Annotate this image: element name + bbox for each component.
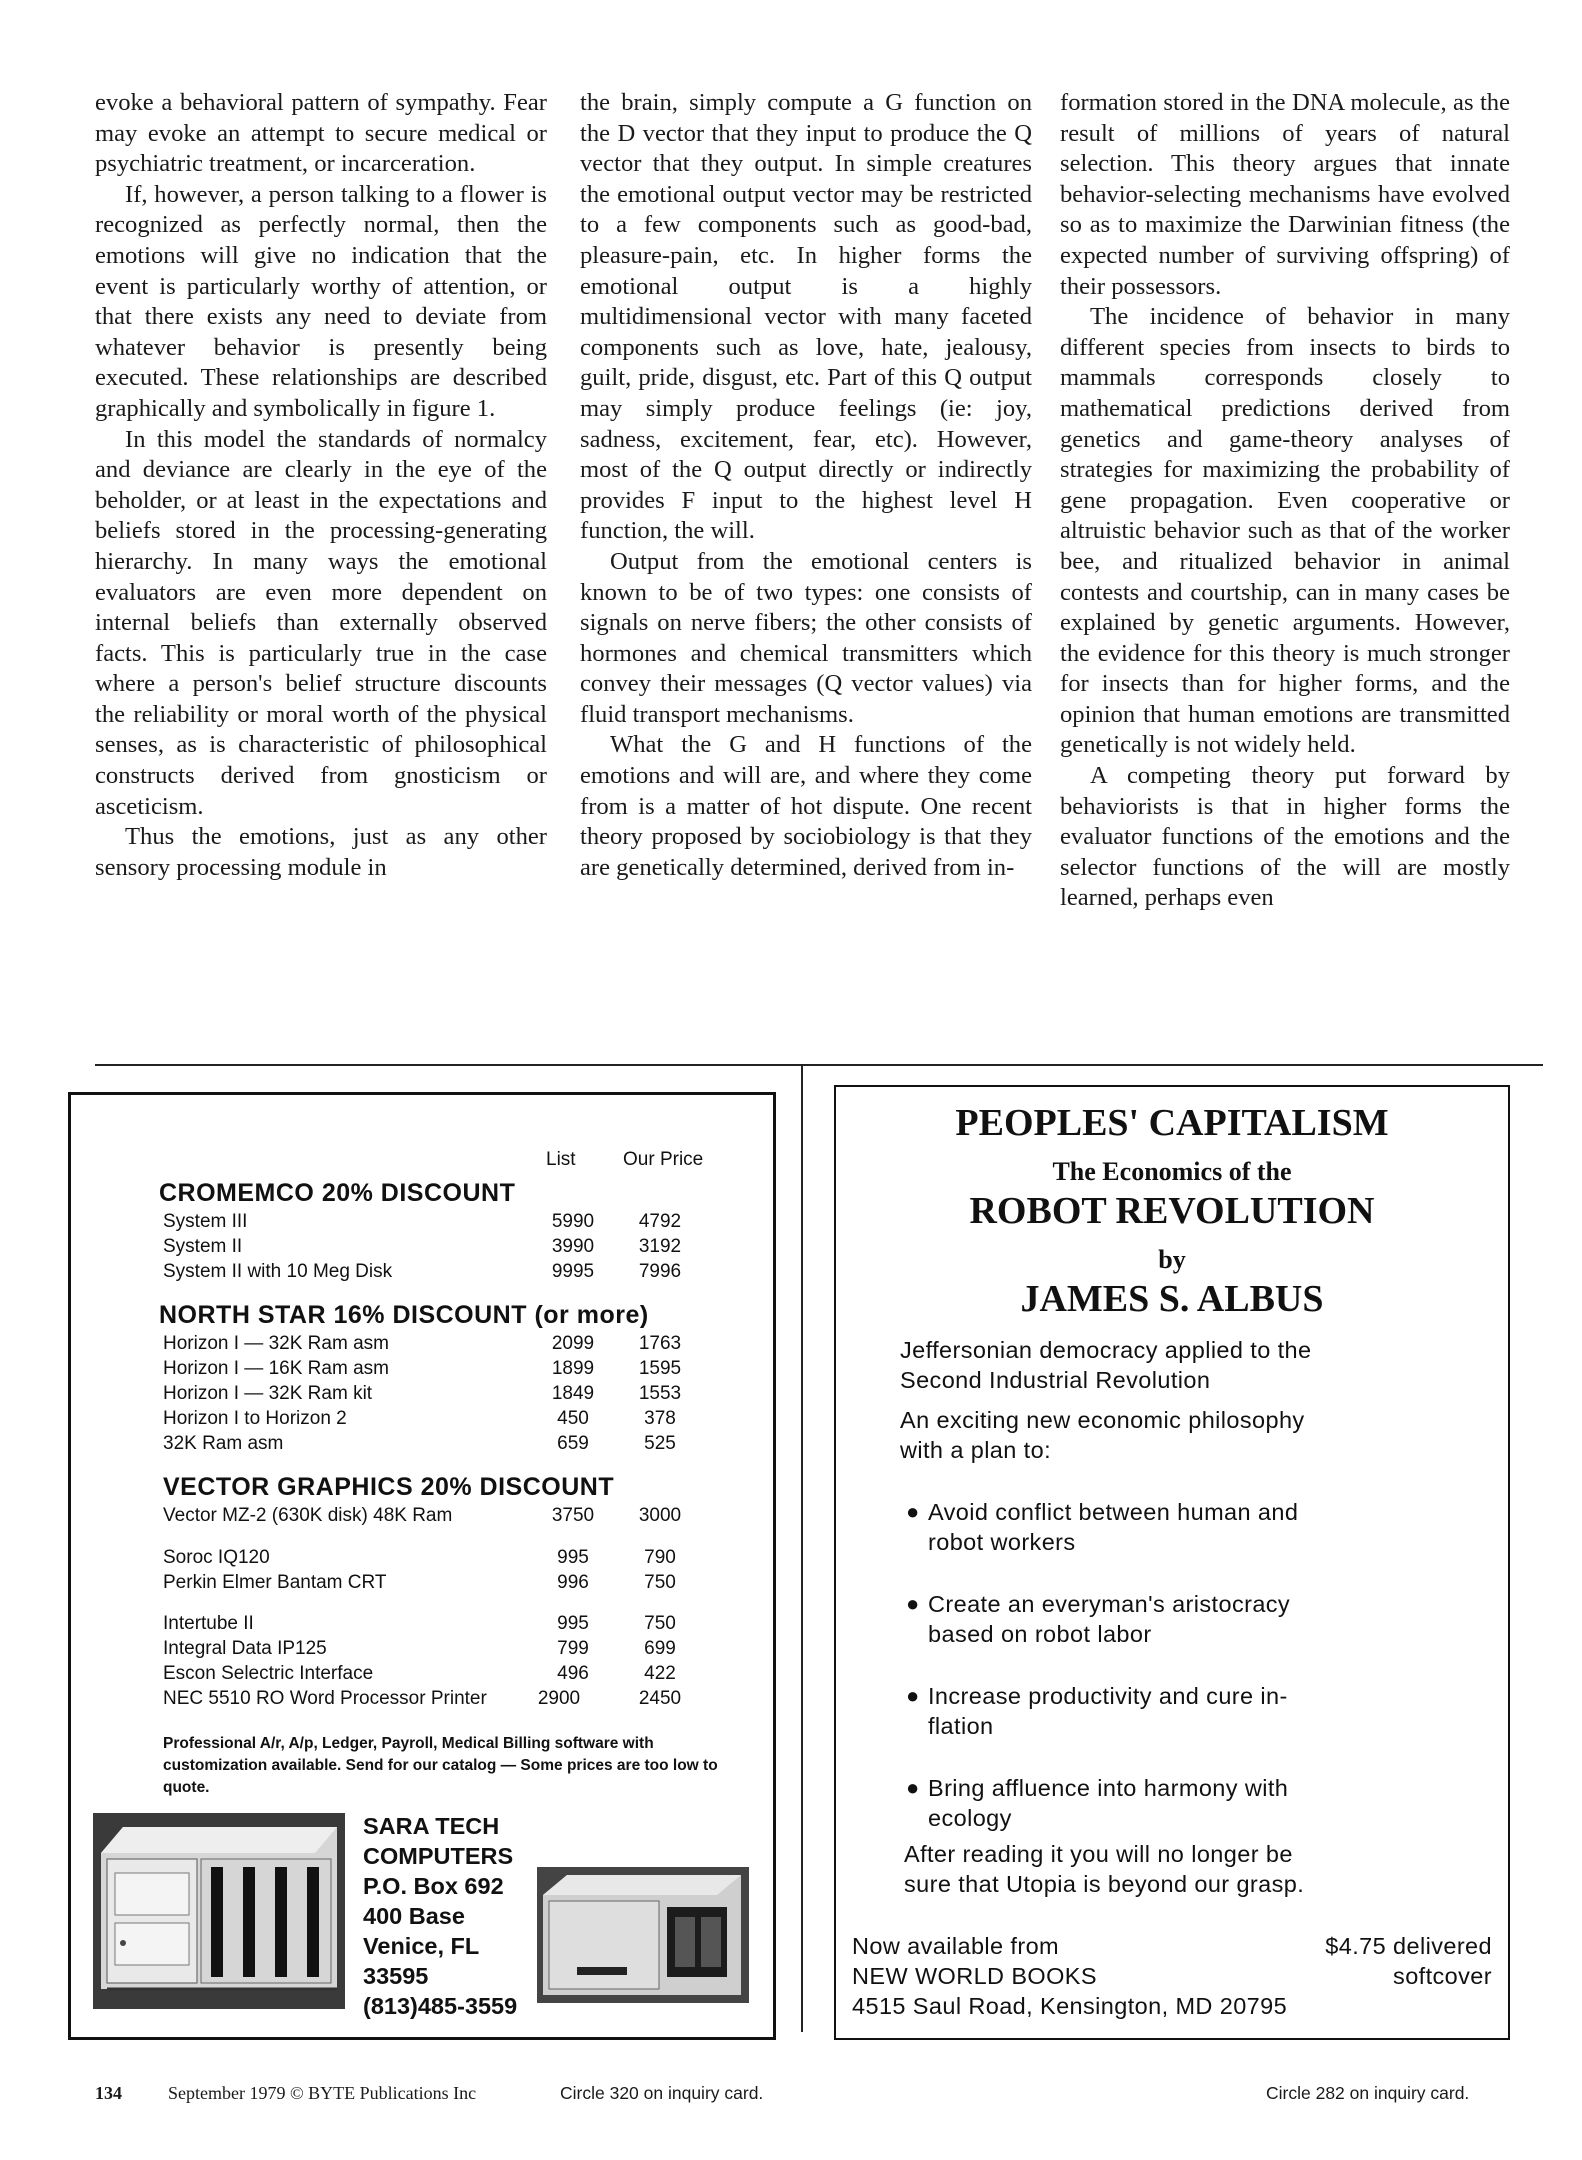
publisher-address: 4515 Saul Road, Kensington, MD 20795	[852, 1993, 1288, 2019]
list-price: 799	[557, 1638, 589, 1659]
paragraph: If, however, a person talking to a flower is recognized as perfectly normal, then the emotions will give no indication that the event is particularly worthy of attention, or that there exists any need to deviate from whatever behavior is presently being executed. These relationships are described graphically and symbolically in figure 1.	[95, 180, 547, 422]
price-row	[163, 1663, 723, 1688]
list-price: 3990	[551, 1236, 595, 1257]
price-row	[163, 1638, 723, 1663]
article-column-2	[580, 88, 1032, 883]
price-row	[163, 1613, 723, 1638]
list-price: 996	[557, 1572, 589, 1593]
paragraph: Output from the emotional centers is known to be of two types: one consists of signals on nerve fibers; the other consists of hormones and chemical transmitters which convey their messages (Q vector values) via fluid transport mechanisms.	[580, 547, 1032, 728]
bullet-item	[906, 1589, 1448, 1649]
price-row	[163, 1236, 723, 1261]
desktop-computer-illustration	[537, 1867, 749, 2003]
bullet-line: ecology	[928, 1805, 1012, 1831]
item-name: Integral Data IP125	[163, 1638, 327, 1659]
software-note: Professional A/r, A/p, Ledger, Payroll, Medical Billing software with customization available. Send for our catalog — Some prices are too low to quote.	[163, 1735, 718, 1796]
list-price: 496	[557, 1663, 589, 1684]
list-price: 995	[557, 1613, 589, 1634]
circle-left: Circle 320 on inquiry card.	[560, 2083, 764, 2103]
horizontal-divider	[95, 1064, 1543, 1066]
dealer-address	[363, 1811, 517, 2021]
our-price: 3192	[638, 1236, 682, 1257]
item-name: Horizon I — 32K Ram kit	[163, 1383, 373, 1404]
price-row	[163, 1261, 723, 1286]
price-row	[163, 1358, 723, 1383]
computer-cabinet-illustration	[93, 1813, 345, 2009]
item-name: System III	[163, 1211, 248, 1232]
bullet-line: Avoid conflict between human and	[928, 1499, 1299, 1525]
list-price: 1899	[551, 1358, 595, 1379]
publisher-name: NEW WORLD BOOKS	[852, 1963, 1097, 1989]
item-name: 32K Ram asm	[163, 1433, 284, 1454]
item-name: Intertube II	[163, 1613, 254, 1634]
ad-subtitle: The Economics of the	[1052, 1157, 1292, 1186]
bullet-line: Create an everyman's aristocracy	[928, 1591, 1291, 1617]
list-price: 450	[557, 1408, 589, 1429]
section-title: VECTOR GRAPHICS 20% DISCOUNT	[163, 1473, 615, 1501]
bullet-icon: ●	[906, 1775, 920, 1800]
ad-tagline	[900, 1335, 1312, 1395]
bullet-item	[906, 1681, 1448, 1741]
our-price: 1595	[638, 1358, 682, 1379]
paragraph: evoke a behavioral pattern of sympathy. Fear may evoke an attempt to secure medical or psychiatric treatment, or incarceration.	[95, 89, 547, 178]
address-line: SARA TECH	[363, 1813, 500, 1839]
list-price: 9995	[551, 1261, 595, 1282]
item-name: Vector MZ-2 (630K disk) 48K Ram	[163, 1505, 453, 1526]
ad-by: by	[1158, 1245, 1186, 1274]
item-name: Horizon I — 16K Ram asm	[163, 1358, 389, 1379]
our-price: 7996	[638, 1261, 682, 1282]
paragraph: Thus the emotions, just as any other sensory processing module in	[95, 823, 547, 881]
bullet-line: based on robot labor	[928, 1621, 1152, 1647]
price-row	[163, 1547, 723, 1572]
ad-author: JAMES S. ALBUS	[1020, 1278, 1324, 1320]
our-price: 2450	[638, 1688, 682, 1709]
our-price: 3000	[638, 1505, 682, 1526]
intro-line: with a plan to:	[900, 1437, 1052, 1463]
vertical-divider	[801, 1064, 803, 2032]
ad-title: PEOPLES' CAPITALISM	[955, 1102, 1389, 1144]
item-name: System II with 10 Meg Disk	[163, 1261, 393, 1282]
bullet-icon: ●	[906, 1683, 920, 1708]
item-name: Perkin Elmer Bantam CRT	[163, 1572, 387, 1593]
page-number: 134	[95, 2083, 122, 2103]
column-header-price: Our Price	[623, 1149, 704, 1170]
our-price: 422	[644, 1663, 676, 1684]
bullet-item	[906, 1497, 1448, 1557]
our-price: 378	[644, 1408, 676, 1429]
item-name: Soroc IQ120	[163, 1547, 270, 1568]
address-line: Venice, FL	[363, 1933, 480, 1959]
our-price: 699	[644, 1638, 676, 1659]
address-line: 33595	[363, 1963, 429, 1989]
list-price: 5990	[551, 1211, 595, 1232]
ad-title-2: ROBOT REVOLUTION	[969, 1190, 1375, 1232]
list-price: 995	[557, 1547, 589, 1568]
list-price: 1849	[551, 1383, 595, 1404]
tagline-line: Jeffersonian democracy applied to the	[900, 1337, 1312, 1363]
book-format: softcover	[1393, 1963, 1492, 1989]
price-row	[163, 1333, 723, 1358]
closing-line: sure that Utopia is beyond our grasp.	[904, 1871, 1305, 1897]
bullet-line: robot workers	[928, 1529, 1076, 1555]
price-row	[163, 1505, 723, 1530]
list-price: 3750	[551, 1505, 595, 1526]
address-line: (813)485-3559	[363, 1993, 518, 2019]
item-name: Horizon I — 32K Ram asm	[163, 1333, 389, 1354]
our-price: 750	[644, 1613, 676, 1634]
price-row	[163, 1383, 723, 1408]
price-block	[1325, 1931, 1492, 1991]
paragraph: The incidence of behavior in many different species from insects to birds to mammals corresponds closely to mathematical predictions derived from genetics and game-theory analyses of strategies for maximizing the probability of gene propagation. Even cooperative or altruistic behavior such as that of the worker bee, and ritualized behavior in animal contests and courtship, can in many cases be explained by genetic arguments. However, the evidence for this theory is much stronger for insects than for higher forms, and the opinion that human emotions are transmitted genetically is not widely held.	[1060, 303, 1510, 759]
ad-intro	[900, 1405, 1305, 1465]
paragraph: A competing theory put forward by behaviorists is that in higher forms the evaluator functions of the emotions and the selector functions of the will are mostly learned, perhaps even	[1060, 762, 1510, 912]
bullet-line: flation	[928, 1713, 994, 1739]
our-price: 750	[644, 1572, 676, 1593]
item-name: NEC 5510 RO Word Processor Printer	[163, 1688, 487, 1709]
book-price: $4.75 delivered	[1325, 1933, 1492, 1959]
section-title: NORTH STAR 16% DISCOUNT (or more)	[159, 1301, 649, 1329]
price-row	[163, 1433, 723, 1458]
paragraph: What the G and H functions of the emotions and will are, and where they come from is a matter of hot dispute. One recent theory proposed by sociobiology is that they are genetically determined, derived from in-	[580, 731, 1032, 881]
bullet-line: Bring affluence into harmony with	[928, 1775, 1289, 1801]
our-price: 1553	[638, 1383, 682, 1404]
sara-tech-ad	[68, 1092, 776, 2040]
section-title: CROMEMCO 20% DISCOUNT	[159, 1179, 516, 1207]
paragraph: the brain, simply compute a G function on the D vector that they input to produce the Q vector that they output. In simple creatures the emotional output vector may be restricted to a few components such as good-bad, pleasure-pain, etc. In higher forms the emotional output is a highly multidimensional vector with many faceted components such as love, hate, jealousy, guilt, pride, disgust, etc. Part of this Q output may simply produce feelings (ie: joy, sadness, excitement, fear, etc). However, most of the Q output directly or indirectly provides F input to the highest level H function, the will.	[580, 89, 1032, 545]
closing-line: After reading it you will no longer be	[904, 1841, 1293, 1867]
our-price: 1763	[638, 1333, 682, 1354]
our-price: 790	[644, 1547, 676, 1568]
tagline-line: Second Industrial Revolution	[900, 1367, 1211, 1393]
peoples-capitalism-ad	[834, 1085, 1510, 2040]
paragraph: In this model the standards of normalcy and deviance are clearly in the eye of the beholder, or at least in the expectations and beliefs stored in the processing-generating hierarchy. In many ways the emotional evaluators are even more dependent on internal beliefs than externally observed facts. This is particularly true in the case where a person's belief structure discounts the reliability or moral worth of the physical senses, as is characteristic of philosophical constructs derived from gnosticism or asceticism.	[95, 425, 547, 820]
column-header-list: List	[546, 1149, 576, 1170]
address-line: 400 Base	[363, 1903, 465, 1929]
item-name: Horizon I to Horizon 2	[163, 1408, 347, 1429]
bullet-item	[906, 1773, 1448, 1833]
bullet-icon: ●	[906, 1591, 920, 1616]
address-line: P.O. Box 692	[363, 1873, 504, 1899]
article-column-3	[1060, 88, 1510, 914]
our-price: 525	[644, 1433, 676, 1454]
price-row	[163, 1408, 723, 1433]
issue-line: September 1979 © BYTE Publications Inc	[168, 2083, 477, 2103]
ad-closing	[904, 1839, 1304, 1899]
list-price: 2099	[551, 1333, 595, 1354]
circle-right: Circle 282 on inquiry card.	[1266, 2083, 1470, 2103]
price-row	[163, 1211, 723, 1236]
price-row	[163, 1688, 723, 1713]
list-price: 2900	[537, 1688, 581, 1709]
bullet-icon: ●	[906, 1499, 920, 1524]
intro-line: An exciting new economic philosophy	[900, 1407, 1305, 1433]
available-from: Now available from	[852, 1933, 1060, 1959]
item-name: Escon Selectric Interface	[163, 1663, 374, 1684]
price-row	[163, 1572, 723, 1597]
bullet-line: Increase productivity and cure in-	[928, 1683, 1288, 1709]
article-column-1	[95, 88, 547, 883]
our-price: 4792	[638, 1211, 682, 1232]
item-name: System II	[163, 1236, 243, 1257]
paragraph: formation stored in the DNA molecule, as the result of millions of years of natural selection. This theory argues that innate behavior-selecting mechanisms have evolved so as to maximize the Darwinian fitness (the expected number of surviving offspring) of their possessors.	[1060, 89, 1510, 300]
availability-block	[852, 1931, 1287, 2021]
address-line: COMPUTERS	[363, 1843, 514, 1869]
list-price: 659	[557, 1433, 589, 1454]
